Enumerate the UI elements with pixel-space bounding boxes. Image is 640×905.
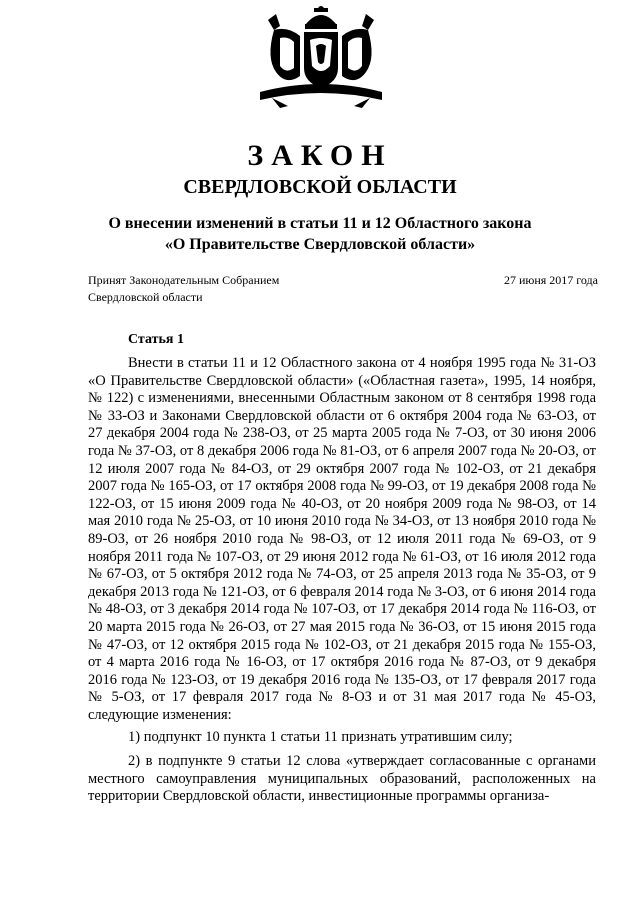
- adopted-line: Принят Законодательным Собранием: [88, 273, 280, 287]
- paragraph: 1) подпункт 10 пункта 1 статьи 11 признать утратившим силу;: [128, 729, 513, 746]
- subtitle-line: «О Правительстве Свердловской области»: [164, 236, 476, 253]
- adopted-line: Свердловской области: [88, 290, 203, 304]
- adoption-date: 27 июня 2017 года: [503, 273, 598, 287]
- adopted-by: [88, 272, 388, 306]
- paragraph: 2) в подпункте 9 статьи 12 слова «утверждает согласованные с органами местного самоуправления муниципальных образований, расположенных на территории Свердловской области, инвестиционные программы организа-: [88, 753, 596, 805]
- paragraph: Внести в статьи 11 и 12 Областного закона от 4 ноября 1995 года № 31-ОЗ «О Правительстве Свердловской области» («Областная газета», 1995, 14 ноября, № 122) с изменениями, внесенными Областным законом от 8 сентября 1998 года № 33-ОЗ и Законами Свердловской области от 6 октября 2004 года № 63-ОЗ, от 27 декабря 2004 года № 238-ОЗ, от 25 марта 2005 года № 7-ОЗ, от 30 июня 2006 года № 37-ОЗ, от 8 декабря 2006 года № 81-ОЗ, от 6 апреля 2007 года № 20-ОЗ, от 12 июля 2007 года № 84-ОЗ, от 29 октября 2007 года № 102-ОЗ, от 21 декабря 2007 года № 165-ОЗ, от 17 октября 2008 года № 99-ОЗ, от 19 декабря 2008 года № 122-ОЗ, от 15 июня 2009 года № 40-ОЗ, от 20 ноября 2009 года № 98-ОЗ, от 14 мая 2010 года № 25-ОЗ, от 10 июня 2010 года № 34-ОЗ, от 13 ноября 2010 года № 89-ОЗ, от 26 ноября 2010 года № 98-ОЗ, от 12 июля 2011 года № 69-ОЗ, от 9 ноября 2011 года № 107-ОЗ, от 29 июня 2012 года № 61-ОЗ, от 16 июля 2012 года № 67-ОЗ, от 5 октября 2012 года № 74-ОЗ, от 25 апреля 2013 года № 35-ОЗ, от 9 декабря 2013 года № 121-ОЗ, от 6 февраля 2014 года № 3-ОЗ, от 6 июня 2014 года № 48-ОЗ, от 3 декабря 2014 года № 107-ОЗ, от 17 декабря 2014 года № 116-ОЗ, от 20 марта 2015 года № 26-ОЗ, от 27 мая 2015 года № 36-ОЗ, от 15 июня 2015 года № 47-ОЗ, от 12 октября 2015 года № 102-ОЗ, от 21 декабря 2015 года № 155-ОЗ, от 4 марта 2016 года № 16-ОЗ, от 17 октября 2016 года № 87-ОЗ, от 9 декабря 2016 года № 123-ОЗ, от 19 декабря 2016 года № 135-ОЗ, от 17 февраля 2017 года № 5-ОЗ, от 17 февраля 2017 года № 8-ОЗ и от 31 мая 2017 года № 45-ОЗ, следующие изменения:: [88, 355, 596, 723]
- region-name: СВЕРДЛОВСКОЙ ОБЛАСТИ: [183, 176, 457, 198]
- subtitle-line: О внесении изменений в статьи 11 и 12 Областного закона: [108, 215, 532, 232]
- law-title: ЗАКОН: [247, 139, 393, 172]
- article-heading: Статья 1: [128, 332, 184, 347]
- coat-of-arms-emblem: [254, 6, 388, 110]
- law-subtitle: [0, 213, 640, 255]
- article-body: [88, 355, 596, 812]
